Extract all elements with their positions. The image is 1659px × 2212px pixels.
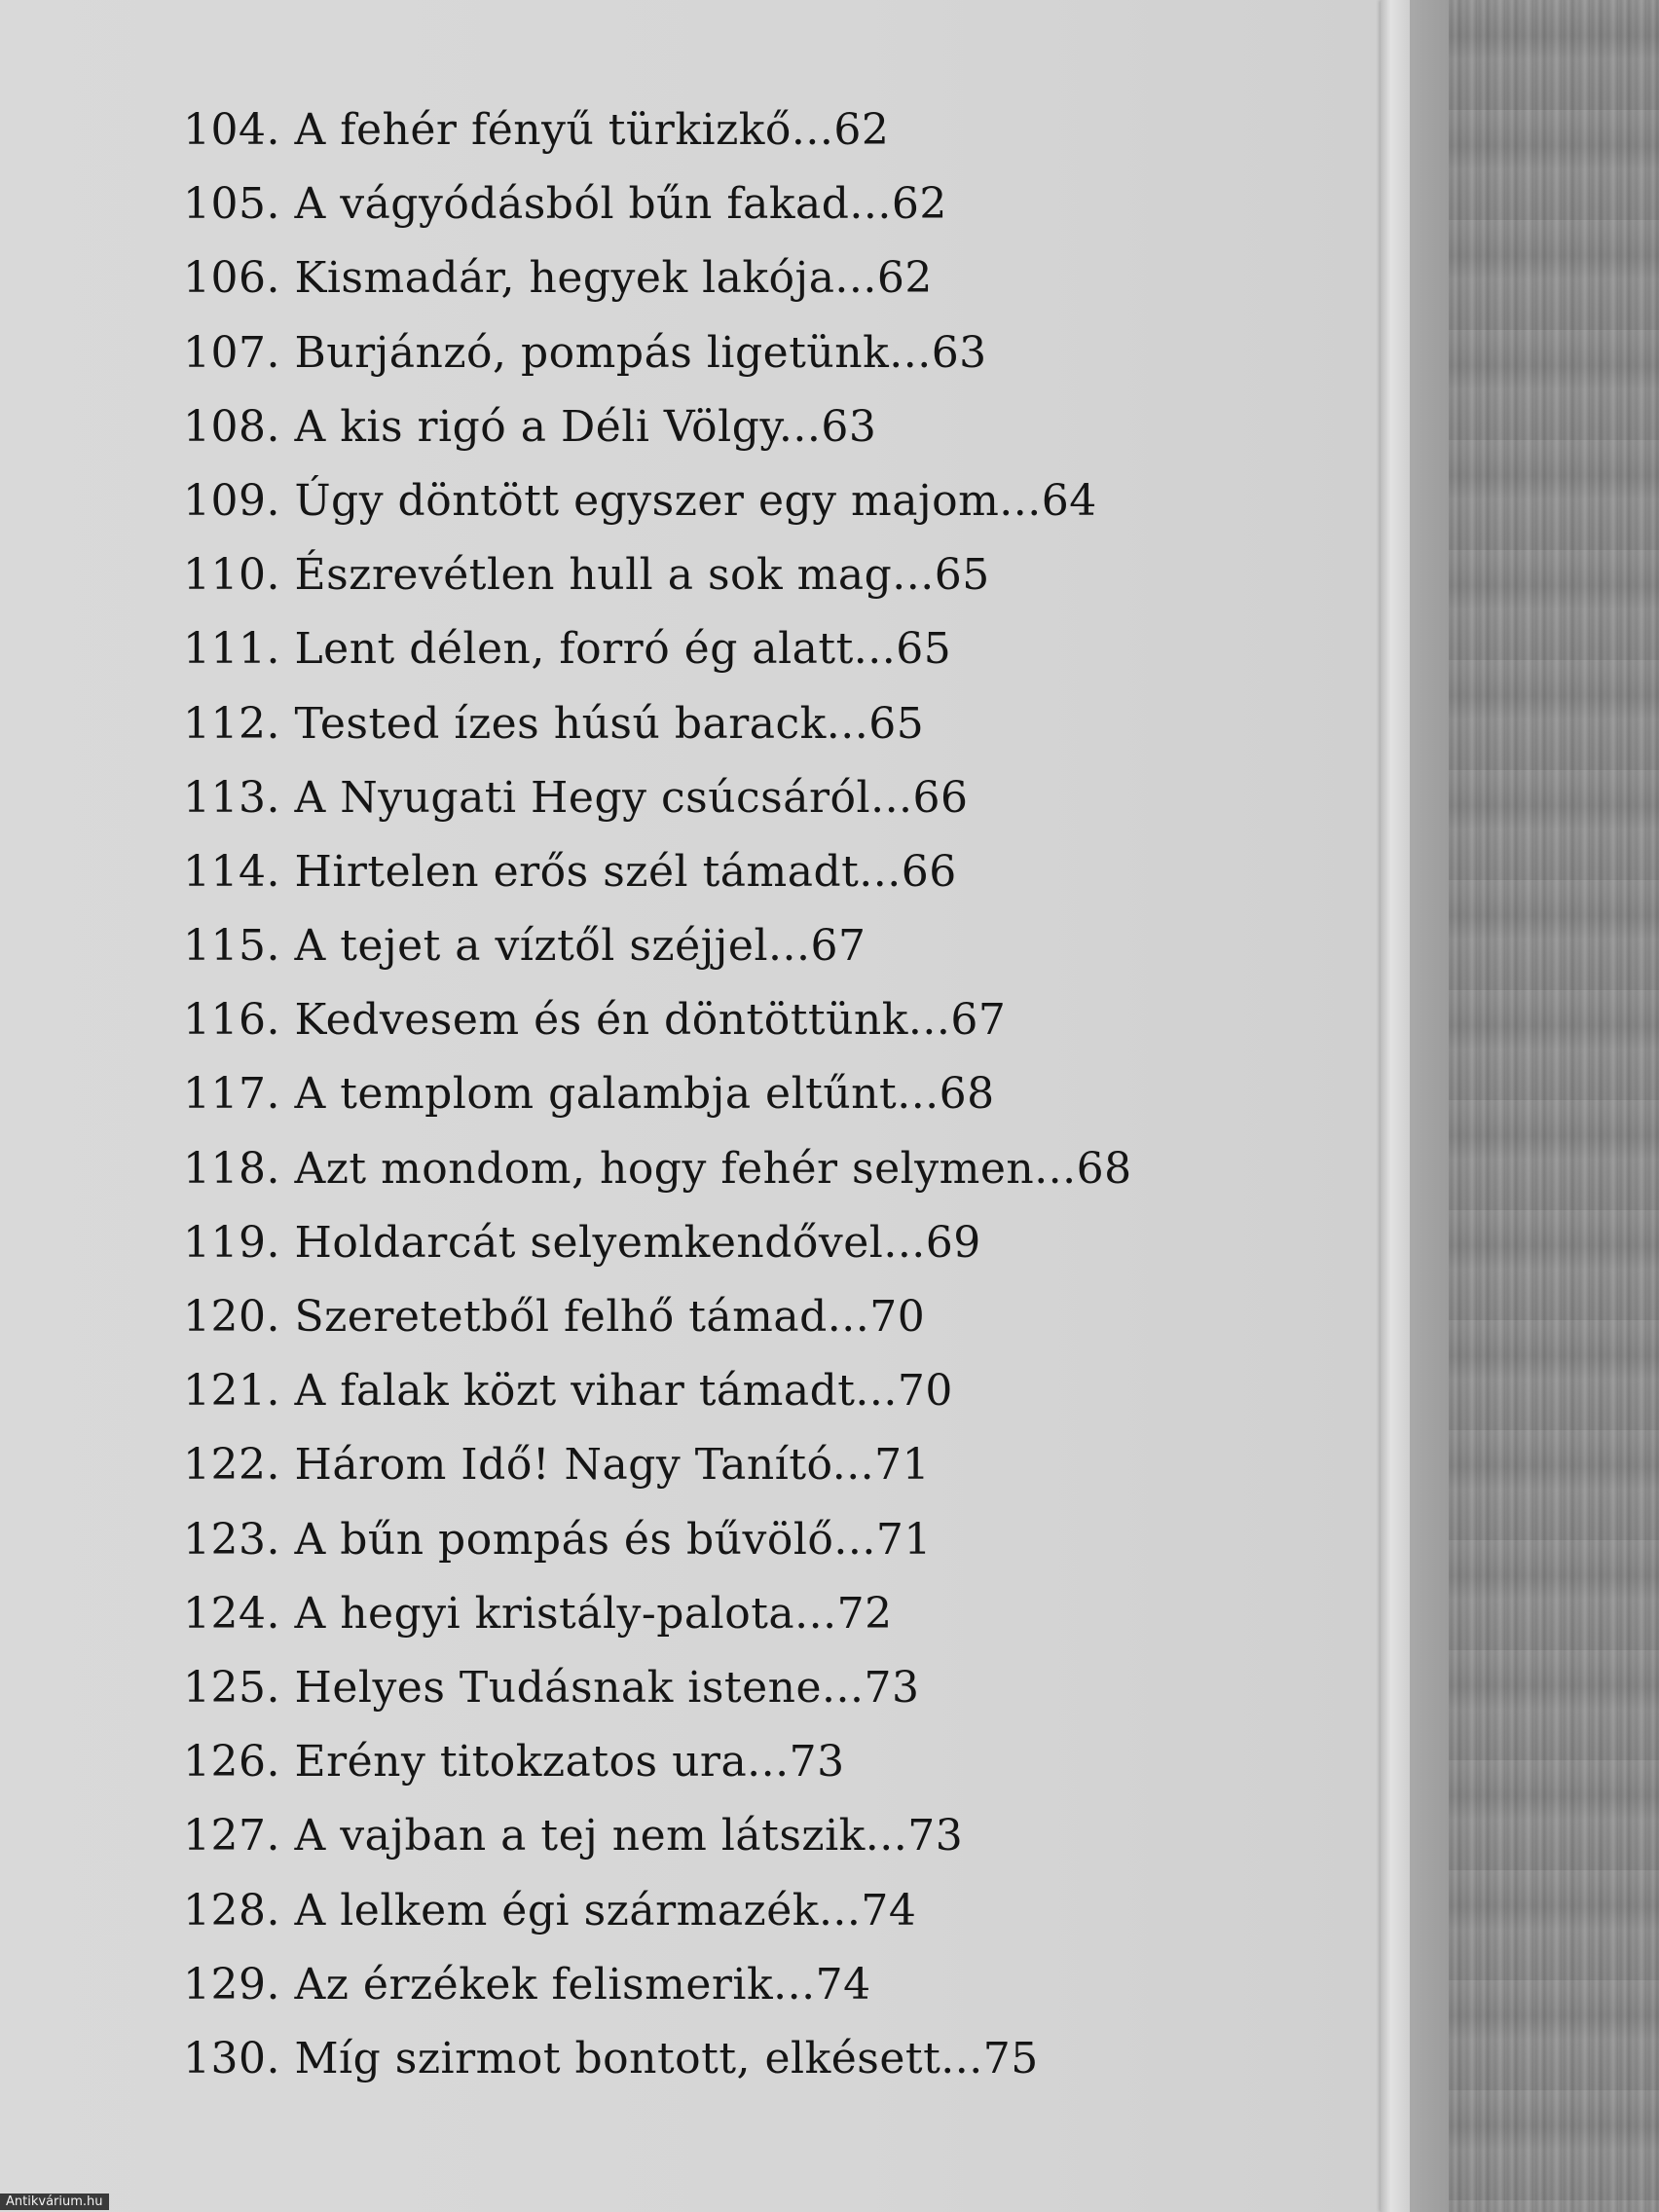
toc-entry: 126. Erény titokzatos ura...73 bbox=[183, 1737, 845, 1788]
toc-entry: 112. Tested ízes húsú barack...65 bbox=[183, 698, 925, 749]
toc-entry: 107. Burjánzó, pompás ligetünk...63 bbox=[183, 327, 987, 378]
toc-entry: 108. A kis rigó a Déli Völgy...63 bbox=[183, 401, 877, 452]
toc-entry: 109. Úgy döntött egyszer egy majom...64 bbox=[183, 475, 1097, 526]
toc-entry: 130. Míg szirmot bontott, elkésett...75 bbox=[183, 2033, 1039, 2083]
toc-entry: 106. Kismadár, hegyek lakója...62 bbox=[183, 253, 933, 304]
toc-entry: 115. A tejet a víztől széjjel...67 bbox=[183, 921, 866, 972]
toc-entry: 105. A vágyódásból bűn fakad...62 bbox=[183, 179, 947, 230]
table-of-contents bbox=[183, 93, 1132, 2096]
toc-entry: 127. A vajban a tej nem látszik...73 bbox=[183, 1811, 964, 1862]
toc-entry: 119. Holdarcát selyemkendővel...69 bbox=[183, 1217, 981, 1268]
toc-entry: 116. Kedvesem és én döntöttünk...67 bbox=[183, 995, 1007, 1046]
toc-entry: 110. Észrevétlen hull a sok mag...65 bbox=[183, 550, 990, 601]
toc-entry: 121. A falak közt vihar támadt...70 bbox=[183, 1366, 953, 1417]
toc-entry: 125. Helyes Tudásnak istene...73 bbox=[183, 1662, 920, 1713]
toc-entry: 111. Lent délen, forró ég alatt...65 bbox=[183, 624, 952, 675]
toc-entry: 122. Három Idő! Nagy Tanító...71 bbox=[183, 1440, 931, 1491]
toc-entry: 124. A hegyi kristály-palota...72 bbox=[183, 1588, 893, 1639]
toc-entry: 120. Szeretetből felhő támad...70 bbox=[183, 1292, 926, 1342]
toc-entry: 117. A templom galambja eltűnt...68 bbox=[183, 1069, 995, 1120]
book-cover-edge bbox=[1381, 0, 1410, 2212]
toc-entry: 114. Hirtelen erős szél támadt...66 bbox=[183, 846, 957, 897]
toc-entry: 129. Az érzékek felismerik...74 bbox=[183, 1959, 871, 2009]
toc-entry: 104. A fehér fényű türkizkő...62 bbox=[183, 105, 890, 155]
toc-entry: 128. A lelkem égi származék...74 bbox=[183, 1885, 917, 1936]
toc-entry: 118. Azt mondom, hogy fehér selymen...68 bbox=[183, 1143, 1132, 1194]
toc-entry: 113. A Nyugati Hegy csúcsáról...66 bbox=[183, 772, 969, 823]
wooden-table-surface bbox=[1449, 0, 1659, 2212]
watermark: Antikvárium.hu bbox=[0, 2194, 109, 2210]
book-cover-board bbox=[1410, 0, 1449, 2212]
toc-entry: 123. A bűn pompás és bűvölő...71 bbox=[183, 1514, 932, 1565]
